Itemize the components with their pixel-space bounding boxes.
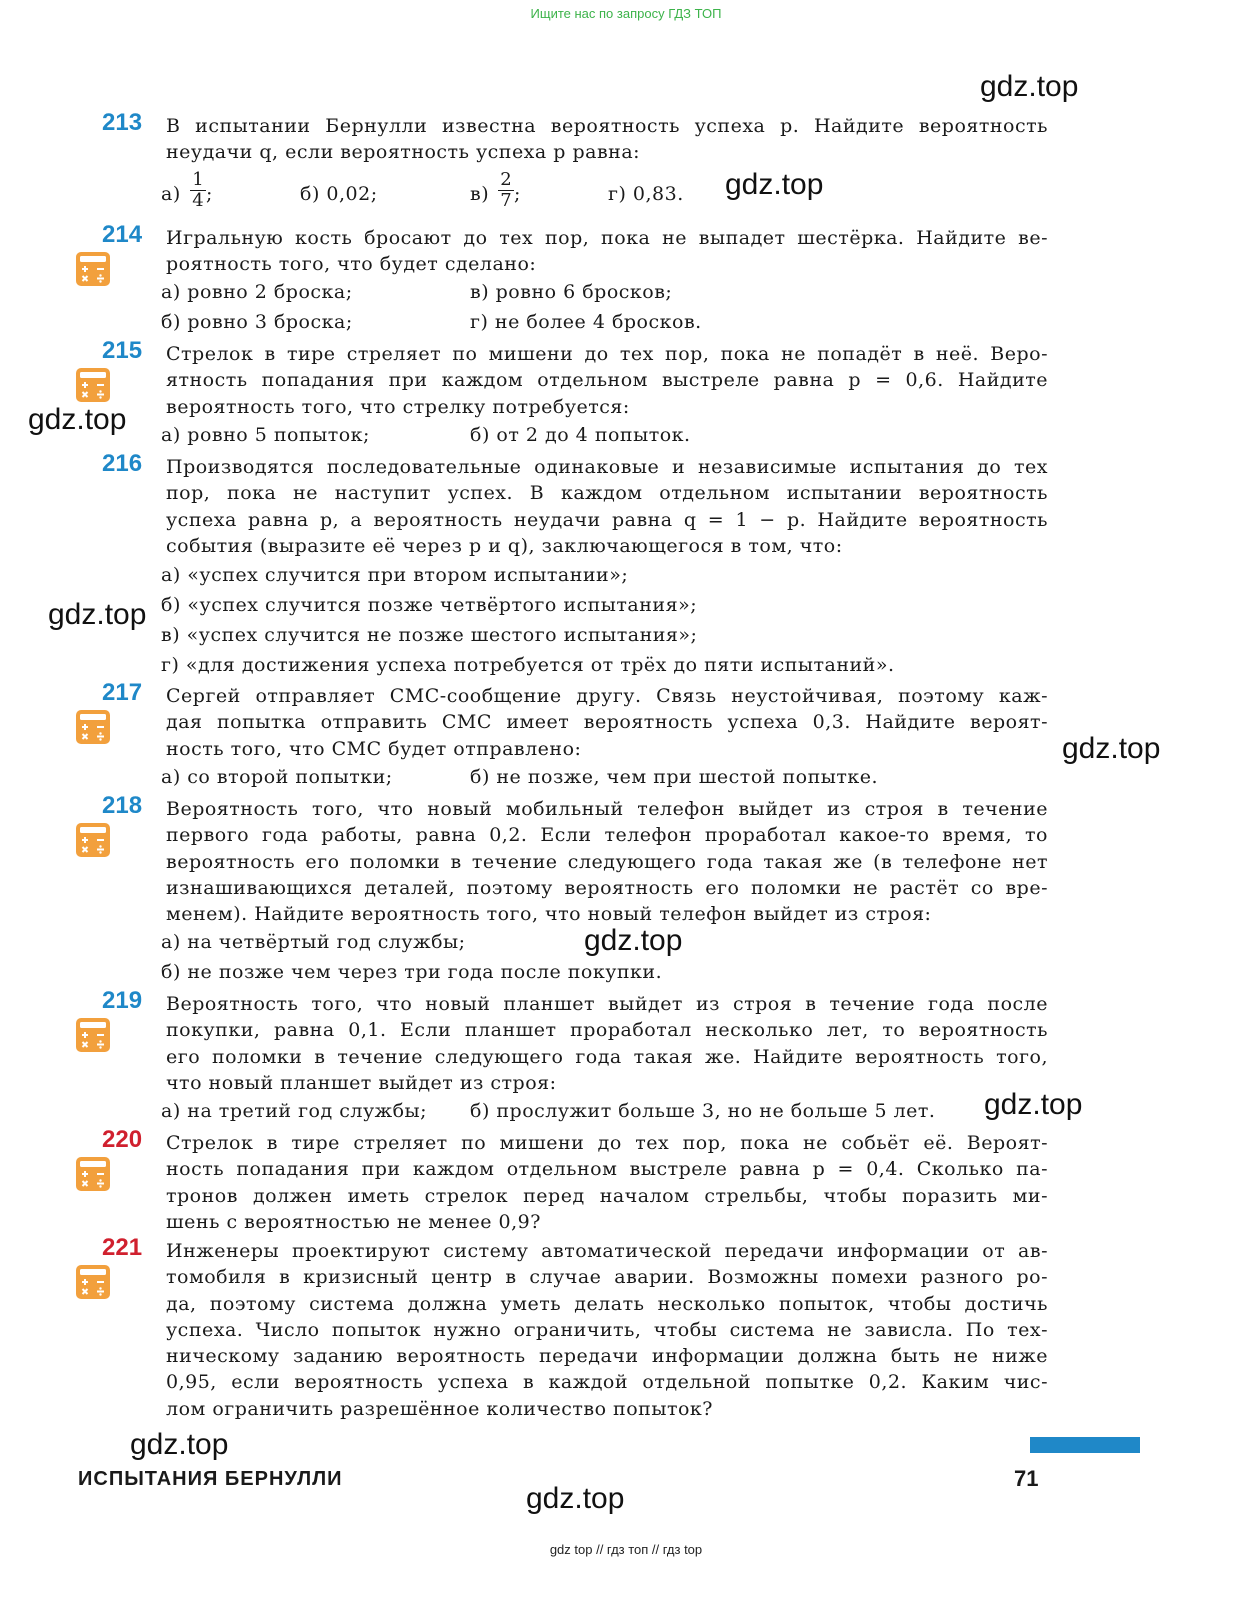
text-line: пор, пока не наступит успех. В каждом отдельном испытании вероятность	[166, 482, 1048, 505]
page-accent-bar	[1030, 1437, 1140, 1453]
problem-text	[166, 341, 1048, 420]
text-line: лом ограничить разрешённое количество попыток?	[166, 1397, 713, 1420]
text-line: Сергей отправляет СМС-сообщение другу. Связь неустойчивая, поэтому каж-	[166, 685, 1048, 707]
option-b: б) от 2 до 4 попыток.	[470, 424, 691, 446]
option-b: б) «успех случится позже четвёртого испытания»;	[161, 594, 698, 616]
option-a: а) «успех случится при втором испытании»;	[161, 564, 629, 586]
denominator: 4	[192, 190, 204, 211]
numerator: 2	[500, 169, 512, 190]
text-line: вероятность того, что стрелку потребуется:	[166, 395, 630, 418]
text-line: шень с вероятностью не менее 0,9?	[166, 1210, 541, 1233]
numerator: 1	[192, 169, 204, 190]
text-line: Стрелок в тире стреляет по мишени до тех пор, пока не собьёт её. Вероят-	[166, 1132, 1048, 1154]
watermark: gdz.top	[725, 168, 824, 201]
option-d: г) «для достижения успеха потребуется от трёх до пяти испытаний».	[161, 654, 895, 676]
option-c-tail: ;	[514, 183, 521, 205]
option-d: г) не более 4 бросков.	[470, 311, 702, 333]
option-a: а) ровно 5 попыток;	[161, 424, 370, 446]
option-b: б) 0,02;	[300, 183, 378, 205]
watermark: gdz.top	[980, 70, 1079, 103]
calculator-icon	[76, 710, 110, 744]
text-line: успеха. Число попыток нужно ограничить, чтобы система не зависла. По тех-	[166, 1318, 1048, 1341]
watermark: gdz.top	[28, 403, 127, 436]
calculator-icon	[76, 1265, 110, 1299]
fraction-a	[190, 171, 206, 210]
fraction-c	[498, 171, 514, 210]
problem-text	[166, 454, 1048, 559]
calculator-icon	[76, 368, 110, 402]
denominator: 7	[500, 190, 512, 211]
text-line: Вероятность того, что новый планшет выйдет из строя в течение года после	[166, 993, 1048, 1015]
problem-number: 218	[102, 792, 143, 819]
text-line: томобиля в кризисный центр в случае аварии. Возможны помехи разного ро-	[166, 1266, 1048, 1289]
text-line: его поломки в течение следующего года такая же. Найдите вероятность того,	[166, 1045, 1048, 1068]
problem-text	[166, 991, 1048, 1096]
text-line: тронов должен иметь стрелок перед началом стрельбы, чтобы поразить ми-	[166, 1184, 1048, 1207]
option-a: а) на третий год службы;	[161, 1100, 428, 1122]
text-line: вероятность его поломки в течение следующего года такая же (в телефоне нет	[166, 850, 1048, 873]
problem-text	[166, 1130, 1048, 1235]
problem-number: 216	[102, 450, 143, 477]
watermark: gdz.top	[984, 1088, 1083, 1121]
problem-number: 214	[102, 221, 143, 248]
option-b: б) прослужит больше 3, но не больше 5 лет.	[470, 1100, 936, 1122]
problem-text	[166, 113, 1048, 166]
problem-text	[166, 683, 1048, 762]
text-line: Стрелок в тире стреляет по мишени до тех пор, пока не попадёт в неё. Веро-	[166, 343, 1048, 365]
section-title: ИСПЫТАНИЯ БЕРНУЛЛИ	[78, 1468, 343, 1490]
text-line: первого года работы, равна 0,2. Если телефон проработал какое-то время, то	[166, 824, 1048, 847]
problem-number: 220	[102, 1126, 143, 1153]
option-c: в) «успех случится не позже шестого испытания»;	[161, 624, 698, 646]
text-line: успеха равна p, а вероятность неудачи равна q = 1 − p. Найдите вероятность	[166, 508, 1048, 531]
text-line: 0,95, если вероятность успеха в каждой отдельной попытке 0,2. Каким чис-	[166, 1371, 1048, 1394]
text-line: изнашивающихся деталей, поэтому вероятность его поломки не растёт со вре-	[166, 876, 1048, 899]
option-c-label: в)	[470, 183, 490, 205]
text-line: покупки, равна 0,1. Если планшет проработал несколько лет, то вероятность	[166, 1019, 1048, 1042]
problem-text	[166, 1238, 1048, 1422]
text-line: неудачи q, если вероятность успеха p равна:	[166, 141, 641, 164]
text-line: дая попытка отправить СМС имеет вероятность успеха 0,3. Найдите вероят-	[166, 711, 1048, 734]
problem-number: 221	[102, 1234, 143, 1261]
text-line: да, поэтому система должна уметь делать несколько попыток, чтобы достичь	[166, 1292, 1048, 1315]
watermark: gdz.top	[1062, 732, 1161, 765]
search-hint-banner[interactable]: Ищите нас по запросу ГДЗ ТОП	[530, 6, 722, 21]
problem-number: 213	[102, 109, 143, 136]
text-line: ность попадания при каждом отдельном выстреле равна p = 0,4. Сколько па-	[166, 1158, 1048, 1181]
option-d: г) 0,83.	[608, 183, 684, 205]
text-line: ятность попадания при каждом отдельном выстреле равна p = 0,6. Найдите	[166, 369, 1048, 392]
option-a-label: а)	[161, 183, 181, 205]
text-line: Производятся последовательные одинаковые и независимые испытания до тех	[166, 456, 1048, 478]
calculator-icon	[76, 823, 110, 857]
watermark: gdz.top	[130, 1428, 229, 1461]
calculator-icon	[76, 1018, 110, 1052]
text-line: Инженеры проектируют систему автоматической передачи информации от ав-	[166, 1240, 1048, 1262]
text-line: Вероятность того, что новый мобильный телефон выйдет из строя в течение	[166, 798, 1048, 820]
text-line: события (выразите её через p и q), заключающегося в том, что:	[166, 534, 843, 557]
text-line: ническому заданию вероятность передачи информации должна быть не ниже	[166, 1345, 1048, 1368]
problem-number: 215	[102, 337, 143, 364]
text-line: роятность того, что будет сделано:	[166, 253, 537, 276]
text-line: В испытании Бернулли известна вероятность успеха p. Найдите вероятность	[166, 115, 1048, 137]
text-line: что новый планшет выйдет из строя:	[166, 1071, 557, 1094]
text-line: ность того, что СМС будет отправлено:	[166, 737, 582, 760]
option-c: в) ровно 6 бросков;	[470, 281, 673, 303]
watermark: gdz.top	[48, 598, 147, 631]
calculator-icon	[76, 1157, 110, 1191]
calculator-icon	[76, 252, 110, 286]
option-b: б) ровно 3 броска;	[161, 311, 353, 333]
problem-number: 219	[102, 987, 143, 1014]
problem-number: 217	[102, 679, 143, 706]
text-line: Игральную кость бросают до тех пор, пока не выпадет шестёрка. Найдите ве-	[166, 227, 1048, 249]
option-a: а) со второй попытки;	[161, 766, 393, 788]
page-number: 71	[1014, 1466, 1039, 1491]
option-a-tail: ;	[206, 183, 213, 205]
option-b: б) не позже чем через три года после покупки.	[161, 961, 663, 983]
watermark: gdz.top	[526, 1482, 625, 1515]
option-a: а) на четвёртый год службы;	[161, 931, 466, 953]
text-line: менем). Найдите вероятность того, что новый телефон выйдет из строя:	[166, 903, 932, 926]
bottom-links[interactable]: gdz top // гдз топ // гдз top	[549, 1542, 703, 1557]
option-a: а) ровно 2 броска;	[161, 281, 353, 303]
option-b: б) не позже, чем при шестой попытке.	[470, 766, 879, 788]
watermark: gdz.top	[584, 924, 683, 957]
problem-text	[166, 796, 1048, 927]
problem-text	[166, 225, 1048, 278]
